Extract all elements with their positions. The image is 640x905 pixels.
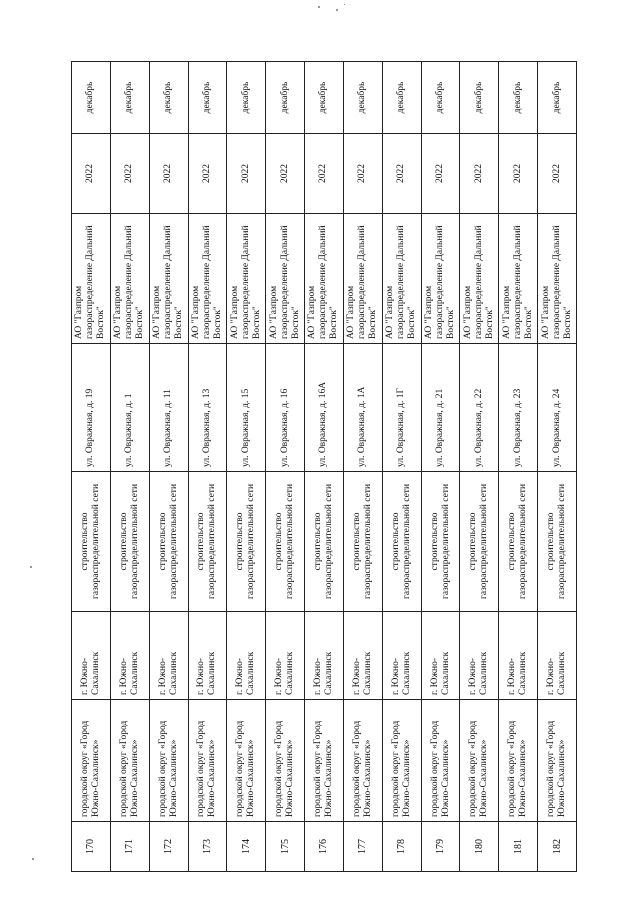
city-cell: г. Южно-Сахалинск (538, 612, 577, 700)
organization-cell: АО "Газпром газораспределение Дальний Восток" (110, 214, 149, 344)
year-cell: 2022 (188, 134, 227, 214)
table-row (499, 62, 538, 872)
table-row (110, 62, 149, 872)
work-type-cell: строительство газораспределительной сети (499, 472, 538, 612)
address-cell: ул. Овражная, д. 15 (227, 344, 266, 472)
work-type-cell: строительство газораспределительной сети (305, 472, 344, 612)
table-row (421, 62, 460, 872)
work-type-cell: строительство газораспределительной сети (72, 472, 111, 612)
city-cell: г. Южно-Сахалинск (421, 612, 460, 700)
city-cell: г. Южно-Сахалинск (149, 612, 188, 700)
address-cell: ул. Овражная, д. 23 (499, 344, 538, 472)
row-number-cell: 171 (110, 822, 149, 872)
row-number-cell: 170 (72, 822, 111, 872)
organization-cell: АО "Газпром газораспределение Дальний Восток" (343, 214, 382, 344)
address-cell: ул. Овражная, д. 22 (460, 344, 499, 472)
row-number-cell: 174 (227, 822, 266, 872)
year-cell: 2022 (538, 134, 577, 214)
municipality-cell: городской округ «Город Южно-Сахалинск» (538, 700, 577, 822)
address-cell: ул. Овражная, д. 16 (266, 344, 305, 472)
scan-speck (30, 566, 32, 568)
row-number-cell: 181 (499, 822, 538, 872)
city-cell: г. Южно-Сахалинск (499, 612, 538, 700)
city-cell: г. Южно-Сахалинск (110, 612, 149, 700)
municipality-cell: городской округ «Город Южно-Сахалинск» (499, 700, 538, 822)
organization-cell: АО "Газпром газораспределение Дальний Восток" (538, 214, 577, 344)
organization-cell: АО "Газпром газораспределение Дальний Восток" (305, 214, 344, 344)
month-cell: декабрь (421, 62, 460, 134)
work-type-cell: строительство газораспределительной сети (460, 472, 499, 612)
scan-speck (336, 9, 338, 11)
table-row (227, 62, 266, 872)
scan-speck (32, 858, 34, 860)
row-number-cell: 176 (305, 822, 344, 872)
municipality-cell: городской округ «Город Южно-Сахалинск» (266, 700, 305, 822)
year-cell: 2022 (343, 134, 382, 214)
table-row (149, 62, 188, 872)
municipality-cell: городской округ «Город Южно-Сахалинск» (421, 700, 460, 822)
row-number-cell: 177 (343, 822, 382, 872)
year-cell: 2022 (421, 134, 460, 214)
organization-cell: АО "Газпром газораспределение Дальний Восток" (72, 214, 111, 344)
organization-cell: АО "Газпром газораспределение Дальний Восток" (421, 214, 460, 344)
city-cell: г. Южно-Сахалинск (382, 612, 421, 700)
row-number-cell: 178 (382, 822, 421, 872)
municipality-cell: городской округ «Город Южно-Сахалинск» (382, 700, 421, 822)
table-body (72, 62, 577, 872)
municipality-cell: городской округ «Город Южно-Сахалинск» (72, 700, 111, 822)
month-cell: декабрь (149, 62, 188, 134)
work-type-cell: строительство газораспределительной сети (538, 472, 577, 612)
gasification-table (71, 61, 577, 872)
organization-cell: АО "Газпром газораспределение Дальний Восток" (266, 214, 305, 344)
city-cell: г. Южно-Сахалинск (72, 612, 111, 700)
year-cell: 2022 (382, 134, 421, 214)
table-row (188, 62, 227, 872)
city-cell: г. Южно-Сахалинск (343, 612, 382, 700)
table-row (538, 62, 577, 872)
year-cell: 2022 (227, 134, 266, 214)
month-cell: декабрь (72, 62, 111, 134)
municipality-cell: городской округ «Город Южно-Сахалинск» (343, 700, 382, 822)
table-row (305, 62, 344, 872)
address-cell: ул. Овражная, д. 24 (538, 344, 577, 472)
year-cell: 2022 (266, 134, 305, 214)
month-cell: декабрь (305, 62, 344, 134)
city-cell: г. Южно-Сахалинск (305, 612, 344, 700)
municipality-cell: городской округ «Город Южно-Сахалинск» (460, 700, 499, 822)
row-number-cell: 182 (538, 822, 577, 872)
address-cell: ул. Овражная, д. 13 (188, 344, 227, 472)
row-number-cell: 172 (149, 822, 188, 872)
organization-cell: АО "Газпром газораспределение Дальний Восток" (499, 214, 538, 344)
organization-cell: АО "Газпром газораспределение Дальний Восток" (227, 214, 266, 344)
scan-speck (318, 6, 320, 8)
table-row (382, 62, 421, 872)
table-row (266, 62, 305, 872)
year-cell: 2022 (499, 134, 538, 214)
row-number-cell: 173 (188, 822, 227, 872)
work-type-cell: строительство газораспределительной сети (421, 472, 460, 612)
work-type-cell: строительство газораспределительной сети (110, 472, 149, 612)
month-cell: декабрь (110, 62, 149, 134)
work-type-cell: строительство газораспределительной сети (382, 472, 421, 612)
month-cell: декабрь (499, 62, 538, 134)
address-cell: ул. Овражная, д. 16А (305, 344, 344, 472)
row-number-cell: 175 (266, 822, 305, 872)
work-type-cell: строительство газораспределительной сети (188, 472, 227, 612)
table-row (343, 62, 382, 872)
year-cell: 2022 (305, 134, 344, 214)
table-row (72, 62, 111, 872)
work-type-cell: строительство газораспределительной сети (266, 472, 305, 612)
month-cell: декабрь (538, 62, 577, 134)
table-row (460, 62, 499, 872)
year-cell: 2022 (460, 134, 499, 214)
address-cell: ул. Овражная, д. 21 (421, 344, 460, 472)
address-cell: ул. Овражная, д. 1 (110, 344, 149, 472)
organization-cell: АО "Газпром газораспределение Дальний Восток" (382, 214, 421, 344)
month-cell: декабрь (227, 62, 266, 134)
year-cell: 2022 (72, 134, 111, 214)
work-type-cell: строительство газораспределительной сети (149, 472, 188, 612)
month-cell: декабрь (266, 62, 305, 134)
month-cell: декабрь (188, 62, 227, 134)
work-type-cell: строительство газораспределительной сети (343, 472, 382, 612)
organization-cell: АО "Газпром газораспределение Дальний Восток" (460, 214, 499, 344)
work-type-cell: строительство газораспределительной сети (227, 472, 266, 612)
city-cell: г. Южно-Сахалинск (460, 612, 499, 700)
city-cell: г. Южно-Сахалинск (188, 612, 227, 700)
year-cell: 2022 (110, 134, 149, 214)
row-number-cell: 179 (421, 822, 460, 872)
municipality-cell: городской округ «Город Южно-Сахалинск» (188, 700, 227, 822)
city-cell: г. Южно-Сахалинск (266, 612, 305, 700)
address-cell: ул. Овражная, д. 1Г (382, 344, 421, 472)
municipality-cell: городской округ «Город Южно-Сахалинск» (110, 700, 149, 822)
municipality-cell: городской округ «Город Южно-Сахалинск» (149, 700, 188, 822)
organization-cell: АО "Газпром газораспределение Дальний Восток" (188, 214, 227, 344)
month-cell: декабрь (343, 62, 382, 134)
organization-cell: АО "Газпром газораспределение Дальний Восток" (149, 214, 188, 344)
municipality-cell: городской округ «Город Южно-Сахалинск» (305, 700, 344, 822)
rotated-table-wrapper (71, 62, 577, 872)
year-cell: 2022 (149, 134, 188, 214)
municipality-cell: городской округ «Город Южно-Сахалинск» (227, 700, 266, 822)
row-number-cell: 180 (460, 822, 499, 872)
address-cell: ул. Овражная, д. 11 (149, 344, 188, 472)
address-cell: ул. Овражная, д. 1А (343, 344, 382, 472)
month-cell: декабрь (460, 62, 499, 134)
scan-speck (344, 4, 345, 5)
month-cell: декабрь (382, 62, 421, 134)
address-cell: ул. Овражная, д. 19 (72, 344, 111, 472)
city-cell: г. Южно-Сахалинск (227, 612, 266, 700)
